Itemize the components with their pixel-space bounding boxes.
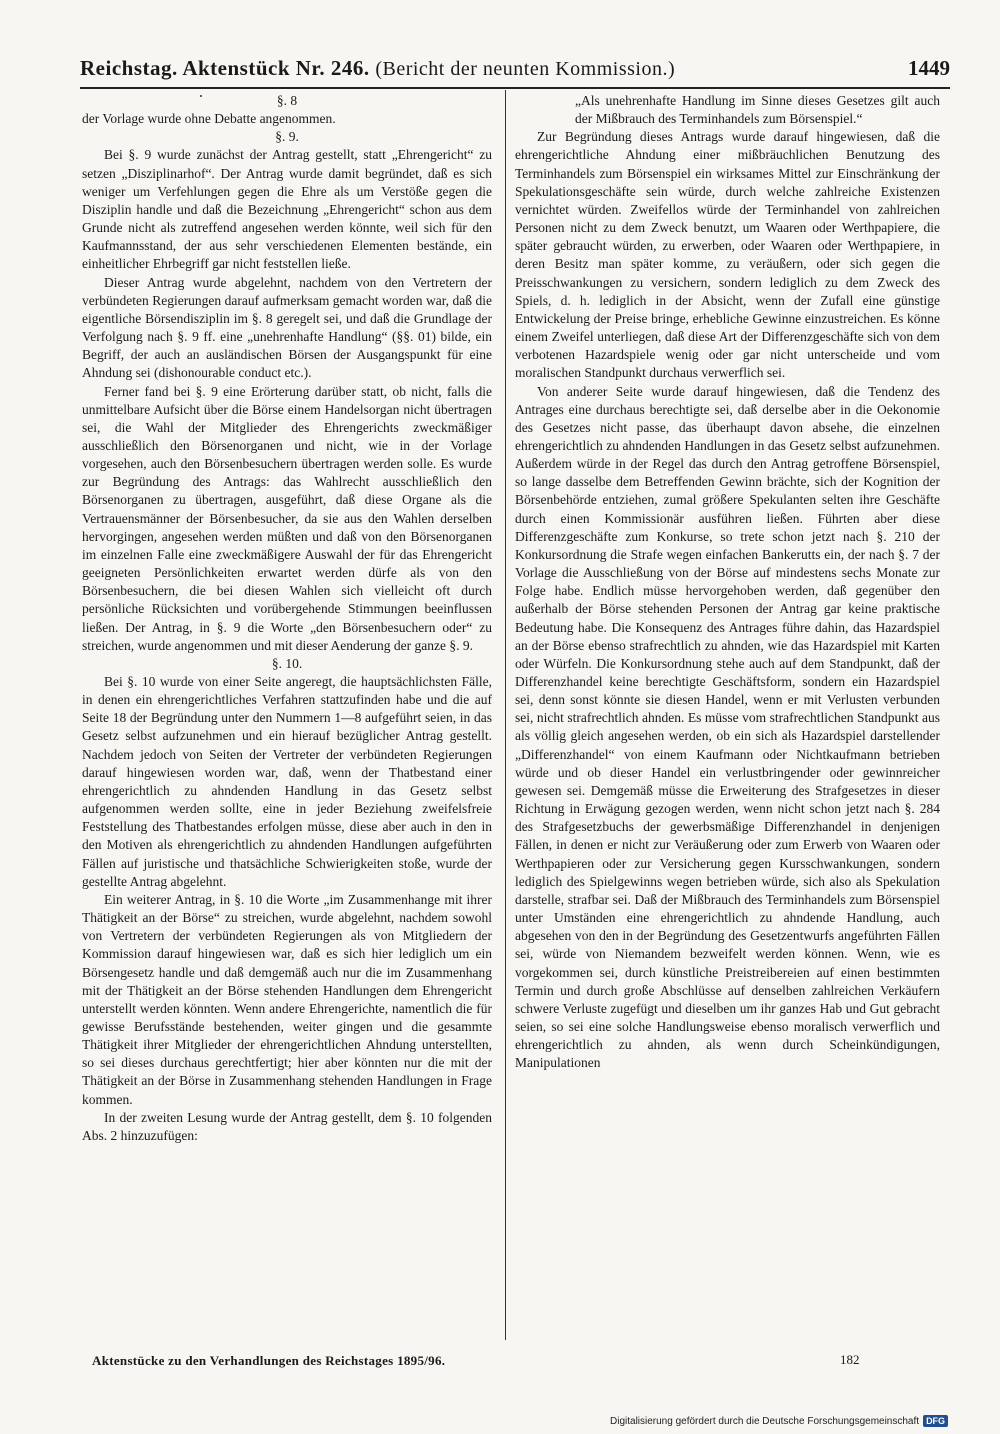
paragraph: Ein weiterer Antrag, in §. 10 die Worte „im Zusammenhange mit ihrer Thätigkeit an der Börse“ zu streichen, wurde abgelehnt, nachdem sowohl von Vertretern der verbündeten Regierungen als von Mitgliedern der Kommission darauf hingewiesen war, daß es sich hier lediglich um ein Börsengesetz handle und daß demgemäß auch nur die im Zusammenhang mit der Thätigkeit an der Börse stehenden Handlungen dem Ehrengericht unterstellt werden könnten. Wenn andere Ehrengerichte, namentlich die für gewisse Berufsstände bestehenden, weiter gingen und die gesammte Thätigkeit ihrer Mitglieder der ehrengerichtlichen Ahndung unterstellten, so sei dieses durchaus gerechtfertigt; hier aber könnten nur die mit der Thätigkeit an der Börse in Zusammenhang stehenden Handlungen in Frage kommen. — [82, 891, 492, 1107]
paragraph: In der zweiten Lesung wurde der Antrag gestellt, dem §. 10 folgenden Abs. 2 hinzuzufügen: — [82, 1109, 492, 1143]
header-title: Reichstag. Aktenstück Nr. 246. — [80, 56, 370, 80]
paragraph: Bei §. 10 wurde von einer Seite angeregt, die hauptsächlichsten Fälle, in denen ein ehrengerichtliches Verfahren stattzufinden habe und die auf Seite 18 der Begründung unter den Nummern 1—8 aufgeführt seien, in das Gesetz selbst aufzunehmen und ein hierauf bezüglicher Antrag gestellt. Nachdem jedoch von Seiten der Vertreter der verbündeten Regierungen darauf hingewiesen worden war, daß, wenn der Thatbestand einer ehrengerichtlich zu ahndenden Handlung in das Gesetz selbst aufgenommen werden sollte, eine in jeder Beziehung zweifelsfreie Feststellung des Thatbestandes erfolgen müsse, diese aber auch in den in den Motiven als ehrengerichtlich zu ahndenden Handlungen aufgeführten Fällen auf juristische und thatsächliche Schwierigkeiten stoße, wurde der gestellte Antrag abgelehnt. — [82, 674, 492, 889]
digitization-credit — [610, 1415, 948, 1427]
paragraph: Ferner fand bei §. 9 eine Erörterung darüber statt, ob nicht, falls die unmittelbare Aufsicht über die Börse einem Handelsorgan nicht übertragen sei, die Wahl der Mitglieder des Ehrengerichts zweckmäßiger ausschließlich den Börsenorganen und nicht, wie in der Vorlage vorgesehen, auch den Börsenbesuchern übertragen werden solle. Es wurde zur Begründung des Antrags: das Wahlrecht ausschließlich den Börsenorganen zu übertragen, ausgeführt, daß diese Organe als die Vertrauensmänner der Börsenbesucher, da sie aus den Wahlen derselben hervorgingen, angesehen werden müßten und daß von den Börsenorganen im einzelnen Falle eine zweckmäßigere Auswahl der für das Ehrengericht geeigneten Persönlichkeiten erwartet werden dürfe als von den Börsenbesuchern, die bei diesen Wahlen sich vielleicht oft durch persönliche Rücksichten und vorübergehende Stimmungen beeinflussen ließen. Der Antrag, in §. 9 die Worte „den Börsenbesuchern oder“ zu streichen, wurde angenommen und mit dieser Aenderung der ganze §. 9. — [82, 383, 492, 653]
paragraph: Zur Begründung dieses Antrags wurde darauf hingewiesen, daß die ehrengerichtliche Ahndung einer mißbräuchlichen Benutzung des Terminhandels zum Börsenspiel ein wirksames Mittel zur Einschränkung der Spekulationsgeschäfte sein würde, durch welche zahlreiche Existenzen vernichtet würden. Zweifellos würde der Terminhandel von zahlreichen Personen nicht zu dem Zweck benutzt, um Waaren oder Werthpapiere, die später gebraucht würden, zu erwerben, oder Waaren oder Werthpapiere, in deren Besitz man später komme, zu veräußern, oder sich gegen die Preisschwankungen zu versichern, sondern lediglich zu dem Zweck des Spiels, d. h. lediglich in der Absicht, wenn der Zufall eine günstige Entwickelung der Preise bringe, erhebliche Gewinne einzustreichen. Es könne einem Zweifel unterliegen, daß diese Art der Differenzgeschäfte sich von dem verbotenen Hazardspiele wenig oder gar nicht unterscheide und vom moralischen Standpunkt durchaus verwerflich sei. — [515, 129, 940, 381]
dfg-logo: DFG — [923, 1415, 948, 1427]
paragraph: Bei §. 9 wurde zunächst der Antrag gestellt, statt „Ehrengericht“ zu setzen „Disziplinarhof“. Der Antrag wurde damit begründet, daß es sich weniger um Verfehlungen gegen die Ehre als um Verstöße gegen die Disziplin handle und daß die Bezeichnung „Ehrengericht“ schon aus dem Grunde nicht als zutreffend angesehen werden könnte, weil sich für den Kaufmannsstand, der aus sehr verschiedenen Elementen bestände, ein einheitlicher Ehrbegriff gar nicht feststellen ließe. — [82, 147, 492, 272]
paragraph: Dieser Antrag wurde abgelehnt, nachdem von den Vertretern der verbündeten Regierungen darauf aufmerksam gemacht worden war, daß die eigentliche Börsendisziplin im §. 8 geregelt sei, und daß die Grundlage der Verfolgung nach §. 9 ff. eine „unehrenhafte Handlung“ (§§. 01) bilde, ein Begriff, der auch an ausländischen Börsen der Ausgangspunkt für eine Ahndung sei (dishonourable conduct etc.). — [82, 274, 492, 381]
header-rule — [80, 87, 950, 89]
quoted-amendment: „Als unehrenhafte Handlung im Sinne dieses Gesetzes gilt auch der Mißbrauch des Terminhandels zum Börsenspiel.“ — [575, 93, 940, 127]
left-column — [82, 92, 492, 1342]
digitization-text: Digitalisierung gefördert durch die Deutsche Forschungsgemeinschaft — [610, 1415, 920, 1427]
section-heading: §. 8 — [276, 93, 298, 108]
right-column — [515, 92, 940, 1342]
page-number: 1449 — [908, 56, 950, 80]
section-heading: §. 9. — [275, 129, 299, 145]
header-subtitle: (Bericht der neunten Kommission.) — [375, 58, 676, 80]
running-title — [80, 56, 675, 81]
paragraph: Von anderer Seite wurde darauf hingewiesen, daß die Tendenz des Antrages eine durchaus berechtigte sei, daß derselbe aber in die Oekonomie des Gesetzes nicht passe, das überhaupt davon absehe, die einzelnen ehrengerichtlich zu ahndenden Handlungen in das Gesetz selbst aufzunehmen. Außerdem würde in der Regel das durch den Antrag getroffene Börsenspiel, so lange dasselbe dem Betreffenden Gewinn brächte, sich der Kognition der Börsenbehörde entziehen, zumal größere Spekulanten selten ihre Geschäfte durch einen Kommissionär ausführen ließen. Führten aber diese Differenzgeschäfte zum Konkurse, so trete schon jetzt nach §. 210 der Konkursordnung die Strafe wegen einfachen Bankerutts ein, der nach §. 7 der Vorlage die Ausschließung von der Börse auf mindestens sechs Monate zur Folge habe. Endlich müsse hervorgehoben werden, daß gegenüber den außerhalb der Börse stehenden Personen der Antrag gar keine praktische Bedeutung habe. Die Konsequenz des Antrages führe dahin, das Hazardspiel an der Börse ebenso strafrechtlich zu ahnden, wie das Hazardspiel mit Karten oder Würfeln. Die Konkursordnung stehe auch auf dem Standpunkt, daß der Differenzhandel keine berechtigte Geschäftsform, sondern ein Hazardspiel sei, denn sonst könnte sie diesen Handel, wenn er mit Verlusten verbunden sei, nicht strafrechtlich ahnden. Es müsse vom strafrechtlichen Standpunkt aus als völlig gleich angesehen werden, ob ein sich als Hazardspiel darstellender „Differenzhandel“ von einem Kaufmann oder Nichtkaufmann betrieben würde und ob dieser Handel ein verlustbringender oder gewinnreicher gewesen sei. Demgemäß müsse die Erweiterung des Strafgesetzes in dieser Richtung in Erwägung gezogen werden, wenn nicht schon jetzt nach §. 284 des Strafgesetzbuchs der gewerbsmäßige Differenzhandel in denjenigen Fällen, in denen er nicht zur Veräußerung oder zum Erwerb von Waaren oder Werthpapieren oder zur Versicherung gegen Kursschwankungen, sondern lediglich des Spielgewinns wegen betrieben würde, sich also als Spekulation darstelle, strafbar sei. Daß der Mißbrauch des Terminhandels zum Börsenspiel unter Umständen eine ehrengerichtlich zu ahndende Handlung, auch abgesehen von den in der Begründung des Gesetzentwurfs angeführten Fällen sei, würde von Niemandem bezweifelt werden können. Wenn, wie es vorgekommen sei, durch künstliche Preistreibereien auf einen bestimmten Termin und durch große Abschlüsse auf denselben zahlreichen Verkäufern schwere Verluste zugefügt und dieselben um ihr ganzes Hab und Gut gebracht seien, so sei eine solche Handlungsweise ebenso moralisch verwerflich und ehrengerichtlich zu ahnden, als wenn durch Scheinkündigungen, Manipulationen — [515, 383, 940, 1071]
paragraph: der Vorlage wurde ohne Debatte angenommen. — [82, 111, 336, 127]
page-header — [80, 56, 950, 84]
footer-sheet-number: 182 — [840, 1352, 860, 1367]
column-divider — [505, 90, 506, 1340]
section-heading: §. 10. — [271, 655, 303, 671]
footer-source: Aktenstücke zu den Verhandlungen des Reichstages 1895/96. — [92, 1353, 446, 1368]
